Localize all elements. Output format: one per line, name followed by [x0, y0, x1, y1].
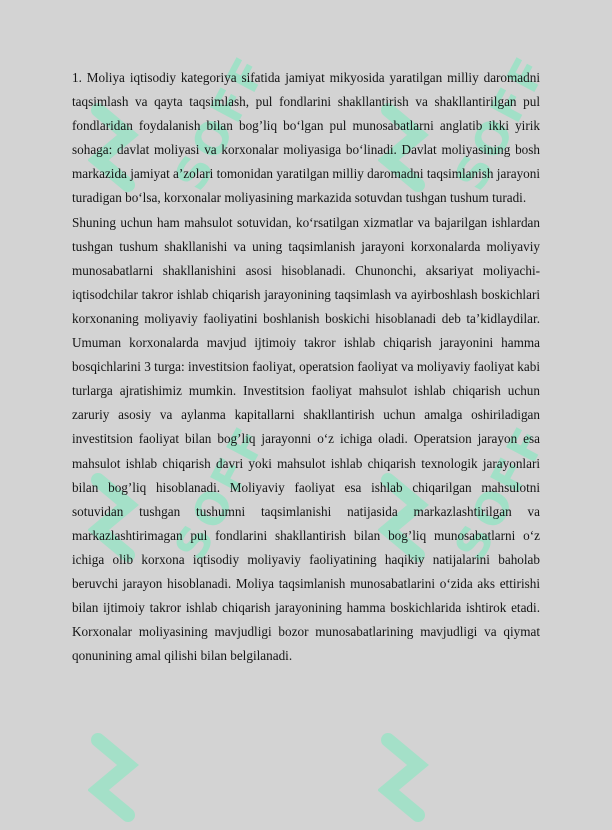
watermark-logo-icon: [88, 720, 140, 830]
paragraph-2: Shuning uchun ham mahsulot sotuvidan, ko‘rsatilgan xizmatlar va bajarilgan ishlardan tushgan tushum shakllanishi va uning taqsimlanish jarayoni korxonalarda moliyaviy munosabatlarni shakllanishini asosi hisoblanadi. Chunonchi, aksariyat moliyachi-iqtisodchilar takror ishlab chiqarish jarayonining taqsimlash va ayirboshlash boskichlari korxonaning moliyaviy faoliyatini boshlanish boskichi hisoblanadi deb ta’kidlaydilar. Umuman korxonalarda mavjud ijtimoiy takror ishlab chiqarish jarayonini hamma bosqichlarini 3 turga: investitsion faoliyat, operatsion faoliyat va moliyaviy faoliyat kabi turlarga ajratishimiz mumkin. Investitsion faoliyat mahsulot ishlab chiqarish uchun zaruriy asosiy va aylanma kapitallarni shakllantirish uchun amalga oshiriladigan investitsion faoliyat bilan bog’liq jarayonni o‘z ichiga oladi. Operatsion jarayon esa mahsulot ishlab chiqarish davri yoki mahsulot ishlab chiqarish texnologik jarayonlari bilan bog’liq hisoblanadi. Moliyaviy faoliyat esa ishlab chiqarilgan mahsulotni sotuvidan tushgan tushumni taqsimlanishi natijasida markazlashtirilgan va markazlashtirimagan pul fondlarini shakllantirish bilan bog’liq munosabatlarni o‘z ichiga olib korxona iqtisodiy moliyaviy faoliyatining haqikiy natijalarini baholab beruvchi jarayon hisoblanadi. Moliya taqsimlanish munosabatlarini o‘zida aks ettirishi bilan ijtimoiy takror ishlab chiqarish jarayonining hamma boskichlarida ishtirok etadi. Korxonalar moliyasining mavjudligi bozor munosabatlarining mavjudligi va qiymat qonunining amal qilishi bilan belgilanadi.: [72, 214, 540, 664]
paragraph-1: 1. Moliya iqtisodiy kategoriya sifatida jamiyat mikyosida yaratilgan milliy daromadni taqsimlash va qayta taqsimlash, pul fondlarini shakllantirish va shakllantirilgan pul fondlaridan foydalanish bilan bog’liq bo‘lgan pul munosabatlarni anglatib ikki yirik sohaga: davlat moliyasi va korxonalar moliyasiga bo‘linadi. Davlat moliyasining bosh markazida jamiyat a’zolari tomonidan yaratilgan milliy daromadni taqsimlanish jarayoni turadigan bo‘lsa, korxonalar moliyasining markazida sotuvdan tushgan tushum turadi.: [72, 70, 541, 206]
watermark-logo-icon: [378, 720, 430, 830]
watermark-text-top-right: SOFF: [445, 46, 559, 199]
document-body: [72, 66, 540, 668]
watermark-text-top-left: SOFF: [165, 46, 279, 199]
watermark-text-mid-left: SOFF: [165, 416, 279, 569]
watermark-text-mid-right: SOFF: [445, 416, 559, 569]
